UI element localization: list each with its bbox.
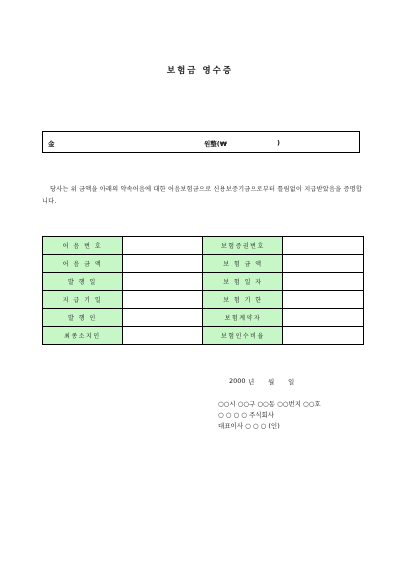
row-value bbox=[122, 273, 203, 291]
row-value bbox=[122, 327, 203, 345]
row-label: 어 음 금 액 bbox=[43, 255, 123, 273]
amount-close: ) bbox=[277, 139, 280, 147]
date-day-label: 일 bbox=[288, 378, 295, 386]
row-value bbox=[283, 291, 364, 309]
row-value bbox=[283, 309, 364, 327]
row-label: 보험계약자 bbox=[203, 309, 283, 327]
table-row bbox=[43, 255, 364, 273]
row-value bbox=[122, 255, 203, 273]
row-label: 어 음 번 호 bbox=[43, 237, 123, 255]
row-label: 최종소지인 bbox=[43, 327, 123, 345]
table-row bbox=[43, 309, 364, 327]
table-row bbox=[43, 327, 364, 345]
table-row bbox=[43, 273, 364, 291]
date-year-label: 년 bbox=[248, 378, 255, 386]
row-value bbox=[122, 237, 203, 255]
row-value bbox=[122, 291, 203, 309]
company-name: ○ ○ ○ ○ 주식회사 bbox=[218, 411, 275, 419]
row-value bbox=[283, 273, 364, 291]
representative: 대표이사 ○ ○ ○ (인) bbox=[218, 422, 280, 430]
row-label: 보험인수비율 bbox=[203, 327, 283, 345]
row-label: 보 험 일 자 bbox=[203, 273, 283, 291]
receipt-description: 당사는 위 금액을 아래의 약속어음에 대한 어음보험금으로 신용보증기금으로부터 틀림없이 지급받았음을 증명합니다. bbox=[42, 186, 362, 205]
row-value bbox=[283, 327, 364, 345]
row-value bbox=[122, 309, 203, 327]
receipt-table bbox=[42, 236, 364, 345]
date-month-label: 월 bbox=[268, 378, 275, 386]
table-row bbox=[43, 237, 364, 255]
row-label: 발 행 일 bbox=[43, 273, 123, 291]
amount-box bbox=[42, 131, 360, 153]
date-year: 2000 bbox=[229, 377, 246, 385]
row-label: 보 험 기 한 bbox=[203, 291, 283, 309]
row-label: 발 행 인 bbox=[43, 309, 123, 327]
row-value bbox=[283, 255, 364, 273]
document-title: 보험금 영수증 bbox=[166, 66, 234, 76]
table-row bbox=[43, 291, 364, 309]
row-label: 지 급 기 일 bbox=[43, 291, 123, 309]
row-label: 보험증권번호 bbox=[203, 237, 283, 255]
amount-unit: 원整(₩ bbox=[204, 140, 227, 148]
company-address: ○○시 ○○구 ○○동 ○○번지 ○○호 bbox=[218, 400, 321, 408]
row-label: 보 험 금 액 bbox=[203, 255, 283, 273]
row-value bbox=[283, 237, 364, 255]
amount-label: 金 bbox=[48, 140, 55, 148]
